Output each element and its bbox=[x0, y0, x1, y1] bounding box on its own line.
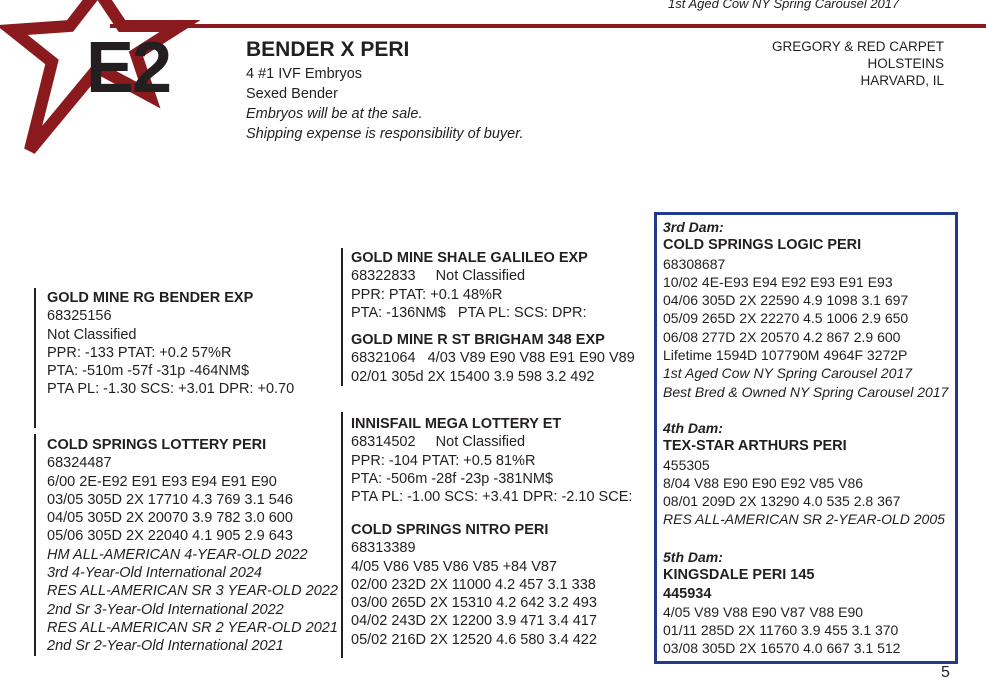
dam-dam-name: COLD SPRINGS NITRO PERI bbox=[351, 522, 549, 538]
sire-line: PPR: -133 PTAT: +0.2 57%R bbox=[47, 344, 232, 361]
fourth-dam-label: 4th Dam: bbox=[663, 420, 723, 436]
fourth-dam-line: 455305 bbox=[663, 456, 710, 473]
third-dam-line: 68308687 bbox=[663, 255, 726, 272]
dam-dam-line: 02/00 232D 2X 11000 4.2 457 3.1 338 bbox=[351, 576, 596, 593]
dam-name: COLD SPRINGS LOTTERY PERI bbox=[47, 437, 267, 453]
page-number: 5 bbox=[941, 664, 950, 681]
description-note: Shipping expense is responsibility of buyer. bbox=[246, 126, 524, 142]
sire-dam-line: 02/01 305d 2X 15400 3.9 598 3.2 492 bbox=[351, 368, 595, 385]
top-note: 1st Aged Cow NY Spring Carousel 2017 bbox=[668, 0, 900, 11]
dam-line: 68324487 bbox=[47, 455, 112, 472]
sire-sire-line: PTA: -136NM$ PTA PL: SCS: DPR: bbox=[351, 304, 587, 321]
dam-block bbox=[47, 436, 338, 656]
consignor-line: GREGORY & RED CARPET bbox=[771, 39, 944, 54]
third-dam-honor: 1st Aged Cow NY Spring Carousel 2017 bbox=[663, 365, 913, 382]
pedigree-line-sire-sire bbox=[341, 248, 343, 386]
description-line: Sexed Bender bbox=[246, 86, 338, 102]
fifth-dam-label: 5th Dam: bbox=[663, 549, 723, 565]
dam-sire-name: INNISFAIL MEGA LOTTERY ET bbox=[351, 416, 562, 432]
third-dam-line: Lifetime 1594D 107790M 4964F 3272P bbox=[663, 347, 908, 364]
dam-line: 6/00 2E-E92 E91 E93 E94 E91 E90 bbox=[47, 473, 277, 490]
dam-honor: 2nd Sr 2-Year-Old International 2021 bbox=[47, 638, 284, 655]
dam-sire-line: PTA: -506m -28f -23p -381NM$ bbox=[351, 470, 554, 487]
fourth-dam-name: TEX-STAR ARTHURS PERI bbox=[663, 438, 847, 455]
dam-dam-line: 4/05 V86 V85 V86 V85 +84 V87 bbox=[351, 558, 557, 575]
dam-dam-line: 68313389 bbox=[351, 540, 416, 557]
third-dam-name: COLD SPRINGS LOGIC PERI bbox=[663, 237, 862, 254]
dam-dam-line: 03/00 265D 2X 15310 4.2 642 3.2 493 bbox=[351, 595, 597, 612]
consignor-line: HARVARD, IL bbox=[860, 73, 944, 88]
fifth-dam-line: 4/05 V89 V88 E90 V87 V88 E90 bbox=[663, 603, 864, 620]
sire-name: GOLD MINE RG BENDER EXP bbox=[47, 290, 254, 306]
third-dam-line: 10/02 4E-E93 E94 E92 E93 E91 E93 bbox=[663, 273, 893, 290]
description-line: 4 #1 IVF Embryos bbox=[246, 66, 363, 82]
sire-dam-block bbox=[351, 331, 635, 386]
sire-line: 68325156 bbox=[47, 308, 112, 325]
lot-description bbox=[246, 64, 524, 144]
consignor-line: HOLSTEINS bbox=[867, 56, 944, 71]
fifth-dam-reg: 445934 bbox=[663, 585, 712, 602]
lot-number: E2 bbox=[86, 28, 171, 108]
pedigree-line-sire bbox=[34, 288, 36, 428]
third-dam-line: 04/06 305D 2X 22590 4.9 1098 3.1 697 bbox=[663, 292, 909, 309]
third-dam-honor: Best Bred & Owned NY Spring Carousel 2017 bbox=[663, 383, 949, 400]
dam-line: 05/06 305D 2X 22040 4.1 905 2.9 643 bbox=[47, 528, 293, 545]
dam-honor: RES ALL-AMERICAN SR 3 YEAR-OLD 2022 bbox=[47, 583, 338, 600]
header-rule bbox=[110, 24, 986, 28]
dam-sire-block bbox=[351, 415, 632, 506]
consignor bbox=[772, 38, 944, 89]
fourth-dam-line: 8/04 V88 E90 E90 E92 V85 V86 bbox=[663, 474, 864, 491]
dam-honor: 2nd Sr 3-Year-Old International 2022 bbox=[47, 601, 284, 618]
sire-sire-name: GOLD MINE SHALE GALILEO EXP bbox=[351, 250, 588, 266]
dam-sire-line: PTA PL: -1.00 SCS: +3.41 DPR: -2.10 SCE: bbox=[351, 489, 633, 506]
lot-title: BENDER X PERI bbox=[246, 38, 410, 61]
sire-block bbox=[47, 289, 294, 399]
pedigree-line-dam bbox=[34, 434, 36, 656]
dam-dam-line: 05/02 216D 2X 12520 4.6 580 3.4 422 bbox=[351, 631, 597, 648]
sire-line: PTA PL: -1.30 SCS: +3.01 DPR: +0.70 bbox=[47, 381, 295, 398]
third-dam-label: 3rd Dam: bbox=[663, 219, 724, 235]
sire-sire-block bbox=[351, 249, 588, 322]
dam-dam-line: 04/02 243D 2X 12200 3.9 471 3.4 417 bbox=[351, 613, 597, 630]
dam-line: 03/05 305D 2X 17710 4.3 769 3.1 546 bbox=[47, 491, 293, 508]
sire-sire-line: 68322833 Not Classified bbox=[351, 268, 526, 285]
dam-honor: 3rd 4-Year-Old International 2024 bbox=[47, 565, 262, 582]
dam-sire-line: 68314502 Not Classified bbox=[351, 434, 526, 451]
third-dam-block bbox=[663, 218, 948, 401]
fourth-dam-honor: RES ALL-AMERICAN SR 2-YEAR-OLD 2005 bbox=[663, 511, 945, 528]
description-note: Embryos will be at the sale. bbox=[246, 106, 423, 122]
dam-sire-line: PPR: -104 PTAT: +0.5 81%R bbox=[351, 452, 536, 469]
pedigree-line-dam-sire bbox=[341, 412, 343, 658]
third-dam-line: 05/09 265D 2X 22270 4.5 1006 2.9 650 bbox=[663, 310, 909, 327]
dam-honor: HM ALL-AMERICAN 4-YEAR-OLD 2022 bbox=[47, 546, 308, 563]
fifth-dam-name: KINGSDALE PERI 145 bbox=[663, 567, 815, 584]
sire-dam-name: GOLD MINE R ST BRIGHAM 348 EXP bbox=[351, 332, 605, 348]
sire-dam-line: 68321064 4/03 V89 E90 V88 E91 E90 V89 bbox=[351, 350, 635, 367]
sire-sire-line: PPR: PTAT: +0.1 48%R bbox=[351, 286, 503, 303]
fifth-dam-line: 03/08 305D 2X 16570 4.0 667 3.1 512 bbox=[663, 640, 901, 657]
sire-line: Not Classified bbox=[47, 326, 137, 343]
third-dam-line: 06/08 277D 2X 20570 4.2 867 2.9 600 bbox=[663, 328, 901, 345]
fourth-dam-line: 08/01 209D 2X 13290 4.0 535 2.8 367 bbox=[663, 493, 901, 510]
sire-line: PTA: -510m -57f -31p -464NM$ bbox=[47, 363, 250, 380]
fifth-dam-block bbox=[663, 548, 900, 658]
dam-dam-block bbox=[351, 521, 597, 649]
fifth-dam-line: 01/11 285D 2X 11760 3.9 455 3.1 370 bbox=[663, 622, 899, 639]
dam-line: 04/05 305D 2X 20070 3.9 782 3.0 600 bbox=[47, 510, 293, 527]
dam-honor: RES ALL-AMERICAN SR 2 YEAR-OLD 2021 bbox=[47, 619, 338, 636]
fourth-dam-block bbox=[663, 419, 945, 529]
